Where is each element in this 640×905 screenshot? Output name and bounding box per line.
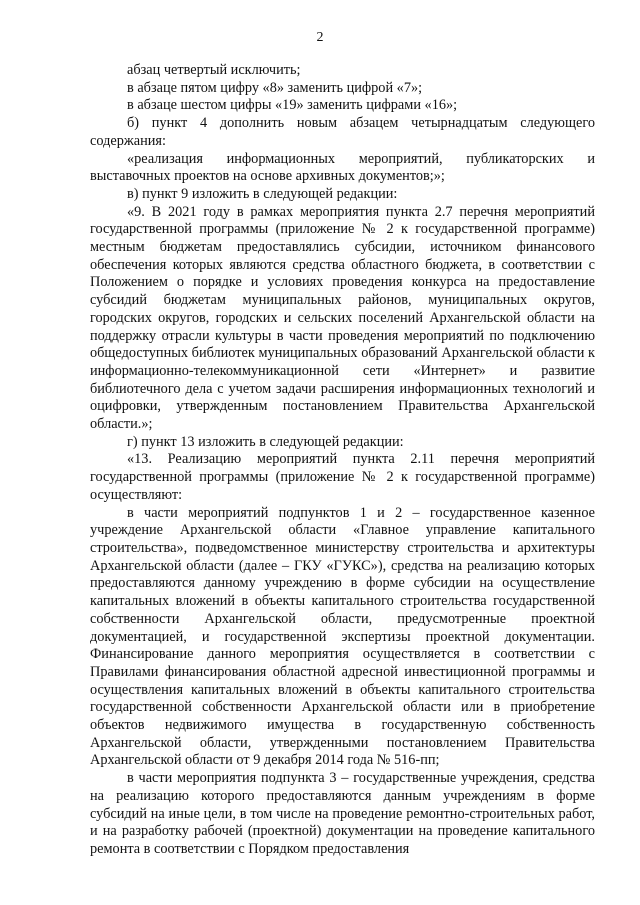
paragraph: в части мероприятия подпункта 3 – государственные учреждения, средства на реализацию которого предоставляются данным учреждениям в форме субсидий на иные цели, в том числе на проведение ремонтно-строительных работ, и на разработку рабочей (проектной) документации на проведение капитального ремонта в соответствии с Порядком предоставления xyxy=(90,770,595,857)
paragraph: в абзаце пятом цифру «8» заменить цифрой «7»; xyxy=(127,79,423,96)
paragraph: абзац четвертый исключить; xyxy=(127,62,301,78)
paragraph: в) пункт 9 изложить в следующей редакции: xyxy=(127,185,398,202)
page-number: 2 xyxy=(316,30,324,45)
paragraph: «реализация информационных мероприятий, публикаторских и выставочных проектов на основе архивных документов;»; xyxy=(90,150,595,185)
paragraph: в абзаце шестом цифры «19» заменить цифрами «16»; xyxy=(127,97,458,114)
document-body xyxy=(90,62,595,859)
paragraph: «13. Реализацию мероприятий пункта 2.11 перечня мероприятий государственной программы (приложение № 2 к государственной программе) осуществляют: xyxy=(90,451,595,503)
paragraph: г) пункт 13 изложить в следующей редакции: xyxy=(127,433,404,450)
paragraph: б) пункт 4 дополнить новым абзацем четырнадцатым следующего содержания: xyxy=(90,115,595,149)
paragraph: в части мероприятий подпунктов 1 и 2 – государственное казенное учреждение Архангельской области «Главное управление капитального строительства», подведомственное министерству строительства и архитектуры Архангельской области (далее – ГКУ «ГУКС»), средства на реализацию которых предоставляются данному учреждению в форме субсидии на осуществление капитальных вложений в объекты капитального строительства государственной собственности Архангельской области, предусмотренные проектной документацией, и государственной экспертизы проектной документации. Финансирование данного мероприятия осуществляется в соответствии с Правилами финансирования областной адресной инвестиционной программы и осуществления капитальных вложений в объекты капитального строительства государственной собственности Архангельской области или в приобретение объектов недвижимого имущества в государственную собственность Архангельской области, утвержденными постановлением Правительства Архангельской области от 9 декабря 2014 года № 516-пп; xyxy=(90,504,595,769)
paragraph: «9. В 2021 году в рамках мероприятия пункта 2.7 перечня мероприятий государственной программы (приложение № 2 к государственной программе) местным бюджетам предоставлялись субсидии, источником финансового обеспечения которых являются средства областного бюджета, в соответствии с Положением о порядке и условиях проведения конкурса на предоставление субсидий бюджетам муниципальных районов, муниципальных округов, городских округов, городских и сельских поселений Архангельской области на поддержку отрасли культуры в части проведения мероприятий по подключению общедоступных библиотек муниципальных образований Архангельской области к информационно-телекоммуникационной сети «Интернет» и развитие библиотечного дела с учетом задачи расширения информационных технологий и оцифровки, утвержденным постановлением Правительства Архангельской области.»; xyxy=(90,203,595,433)
